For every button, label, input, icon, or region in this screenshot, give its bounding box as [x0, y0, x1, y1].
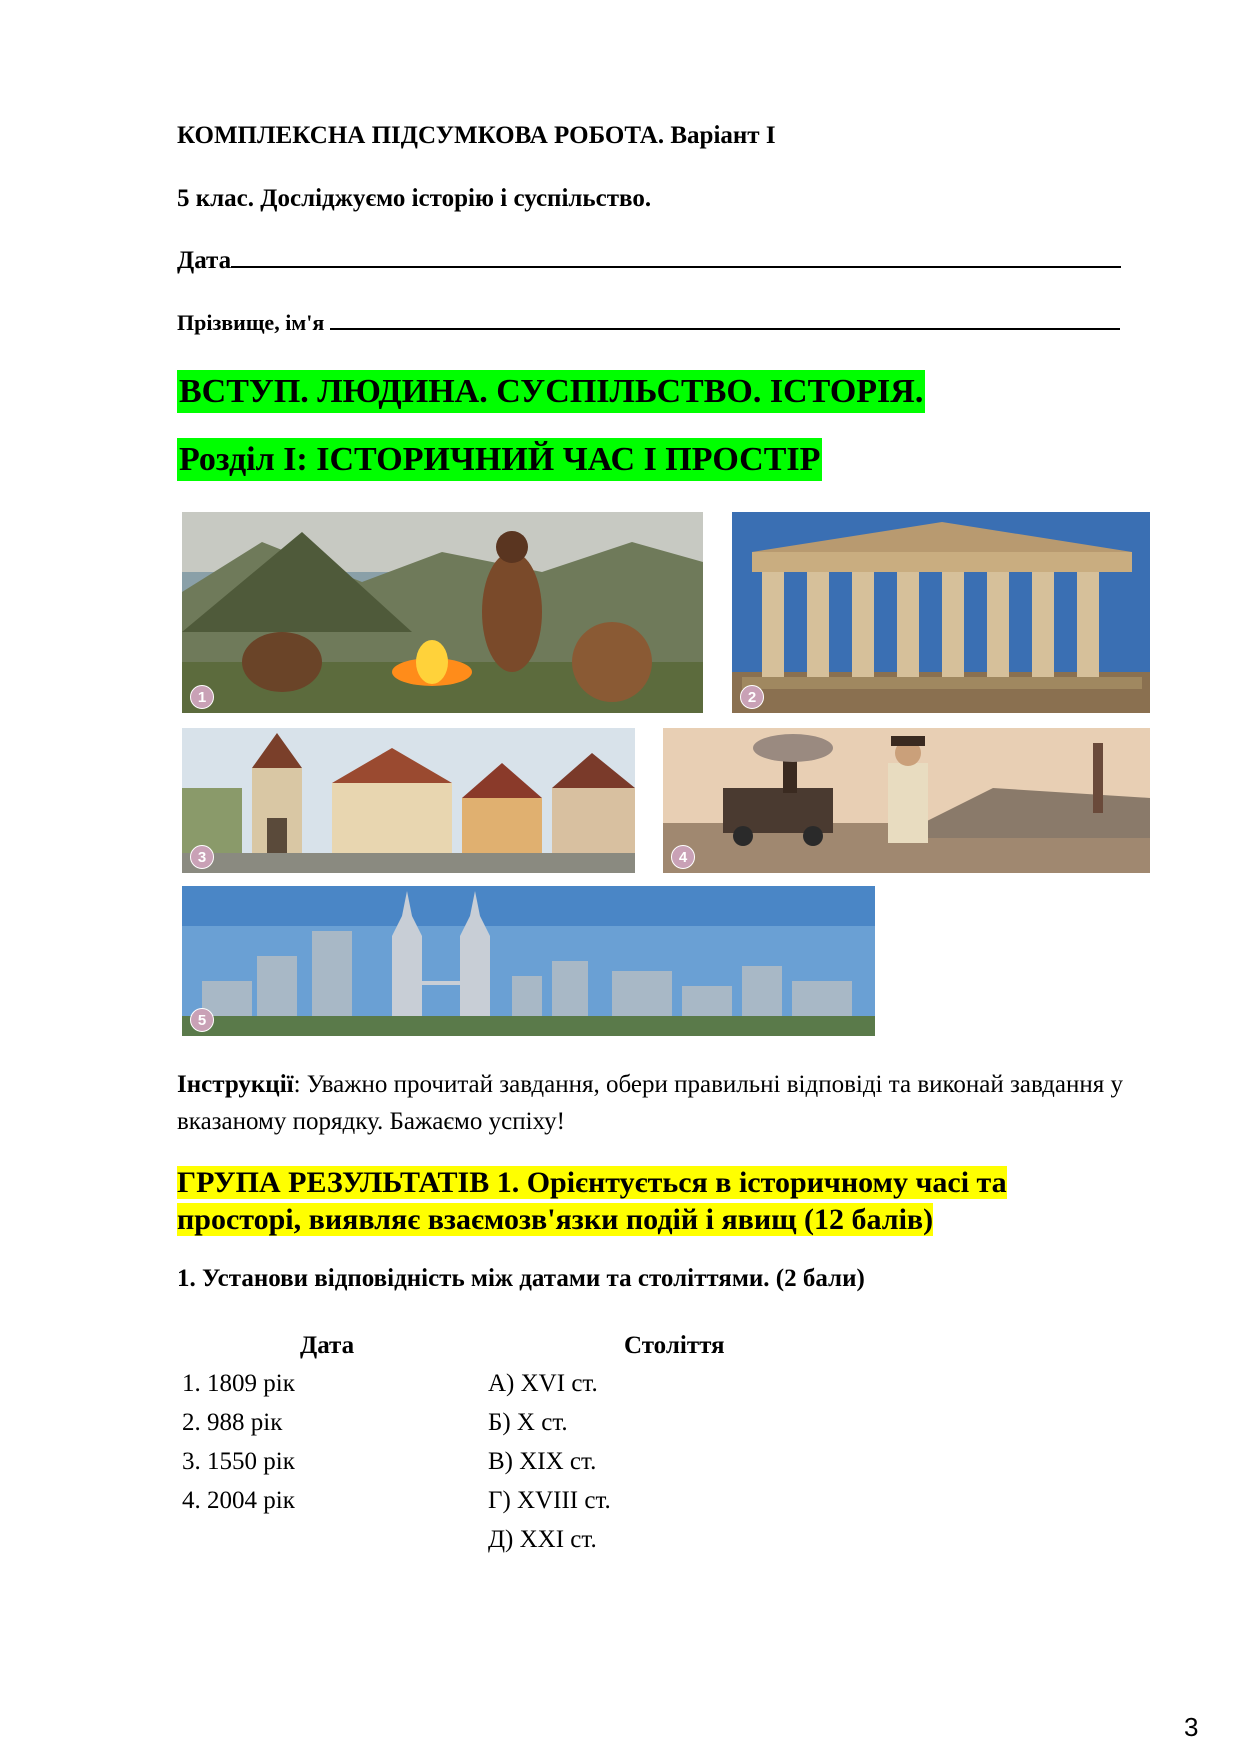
list-item: 1. 1809 рік [182, 1370, 295, 1397]
instructions-label: Інструкції [177, 1071, 294, 1098]
image-number-badge: 3 [190, 845, 214, 869]
group-heading-line1: ГРУПА РЕЗУЛЬТАТІВ 1. Орієнтується в історичному часі та [177, 1166, 1007, 1199]
name-field[interactable] [177, 308, 1120, 336]
image-number-badge: 1 [190, 685, 214, 709]
list-item: 4. 2004 рік [182, 1487, 295, 1514]
list-item: В) XIX ст. [488, 1448, 597, 1475]
prehistoric-people-image [182, 512, 703, 713]
page-number: 3 [1184, 1712, 1199, 1742]
list-item: 3. 1550 рік [182, 1448, 295, 1475]
parthenon-image [732, 512, 1150, 713]
industrial-era-image [663, 728, 1150, 873]
list-item: А) XVI ст. [488, 1370, 598, 1397]
document-title: КОМПЛЕКСНА ПІДСУМКОВА РОБОТА. Варіант І [177, 122, 776, 149]
date-blank[interactable] [231, 246, 1121, 268]
list-item: Д) XXI ст. [488, 1526, 597, 1553]
image-number-badge: 4 [671, 845, 695, 869]
section-heading: Розділ І: ІСТОРИЧНИЙ ЧАС І ПРОСТІР [177, 438, 822, 481]
date-label: Дата [177, 247, 232, 274]
task-1-title: 1. Установи відповідність між датами та століттями. (2 бали) [177, 1265, 865, 1292]
class-subtitle: 5 клас. Досліджуємо історію і суспільство. [177, 185, 652, 212]
name-blank[interactable] [330, 308, 1120, 330]
list-item: Б) X ст. [488, 1409, 568, 1436]
image-number-badge: 5 [190, 1008, 214, 1032]
date-field[interactable] [177, 246, 1121, 275]
image-number-badge: 2 [740, 685, 764, 709]
name-label: Прізвище, ім'я [177, 310, 325, 335]
list-item: 2. 988 рік [182, 1409, 283, 1436]
modern-city-image [182, 886, 875, 1036]
list-item: Г) XVIII ст. [488, 1487, 611, 1514]
instructions-text: : Уважно прочитай завдання, обери правильні відповіді та виконай завдання у вказаному порядку. Бажаємо успіху! [177, 1071, 1123, 1135]
group-heading [177, 1164, 1007, 1238]
intro-heading: ВСТУП. ЛЮДИНА. СУСПІЛЬСТВО. ІСТОРІЯ. [177, 370, 925, 413]
column-header-century: Століття [624, 1332, 725, 1359]
centuries-list [488, 1370, 611, 1565]
group-heading-line2: просторі, виявляє взаємозв'язки подій і явищ (12 балів) [177, 1203, 934, 1236]
instructions [177, 1066, 1177, 1140]
column-header-date: Дата [300, 1332, 355, 1359]
medieval-town-image [182, 728, 635, 873]
dates-list [182, 1370, 295, 1526]
